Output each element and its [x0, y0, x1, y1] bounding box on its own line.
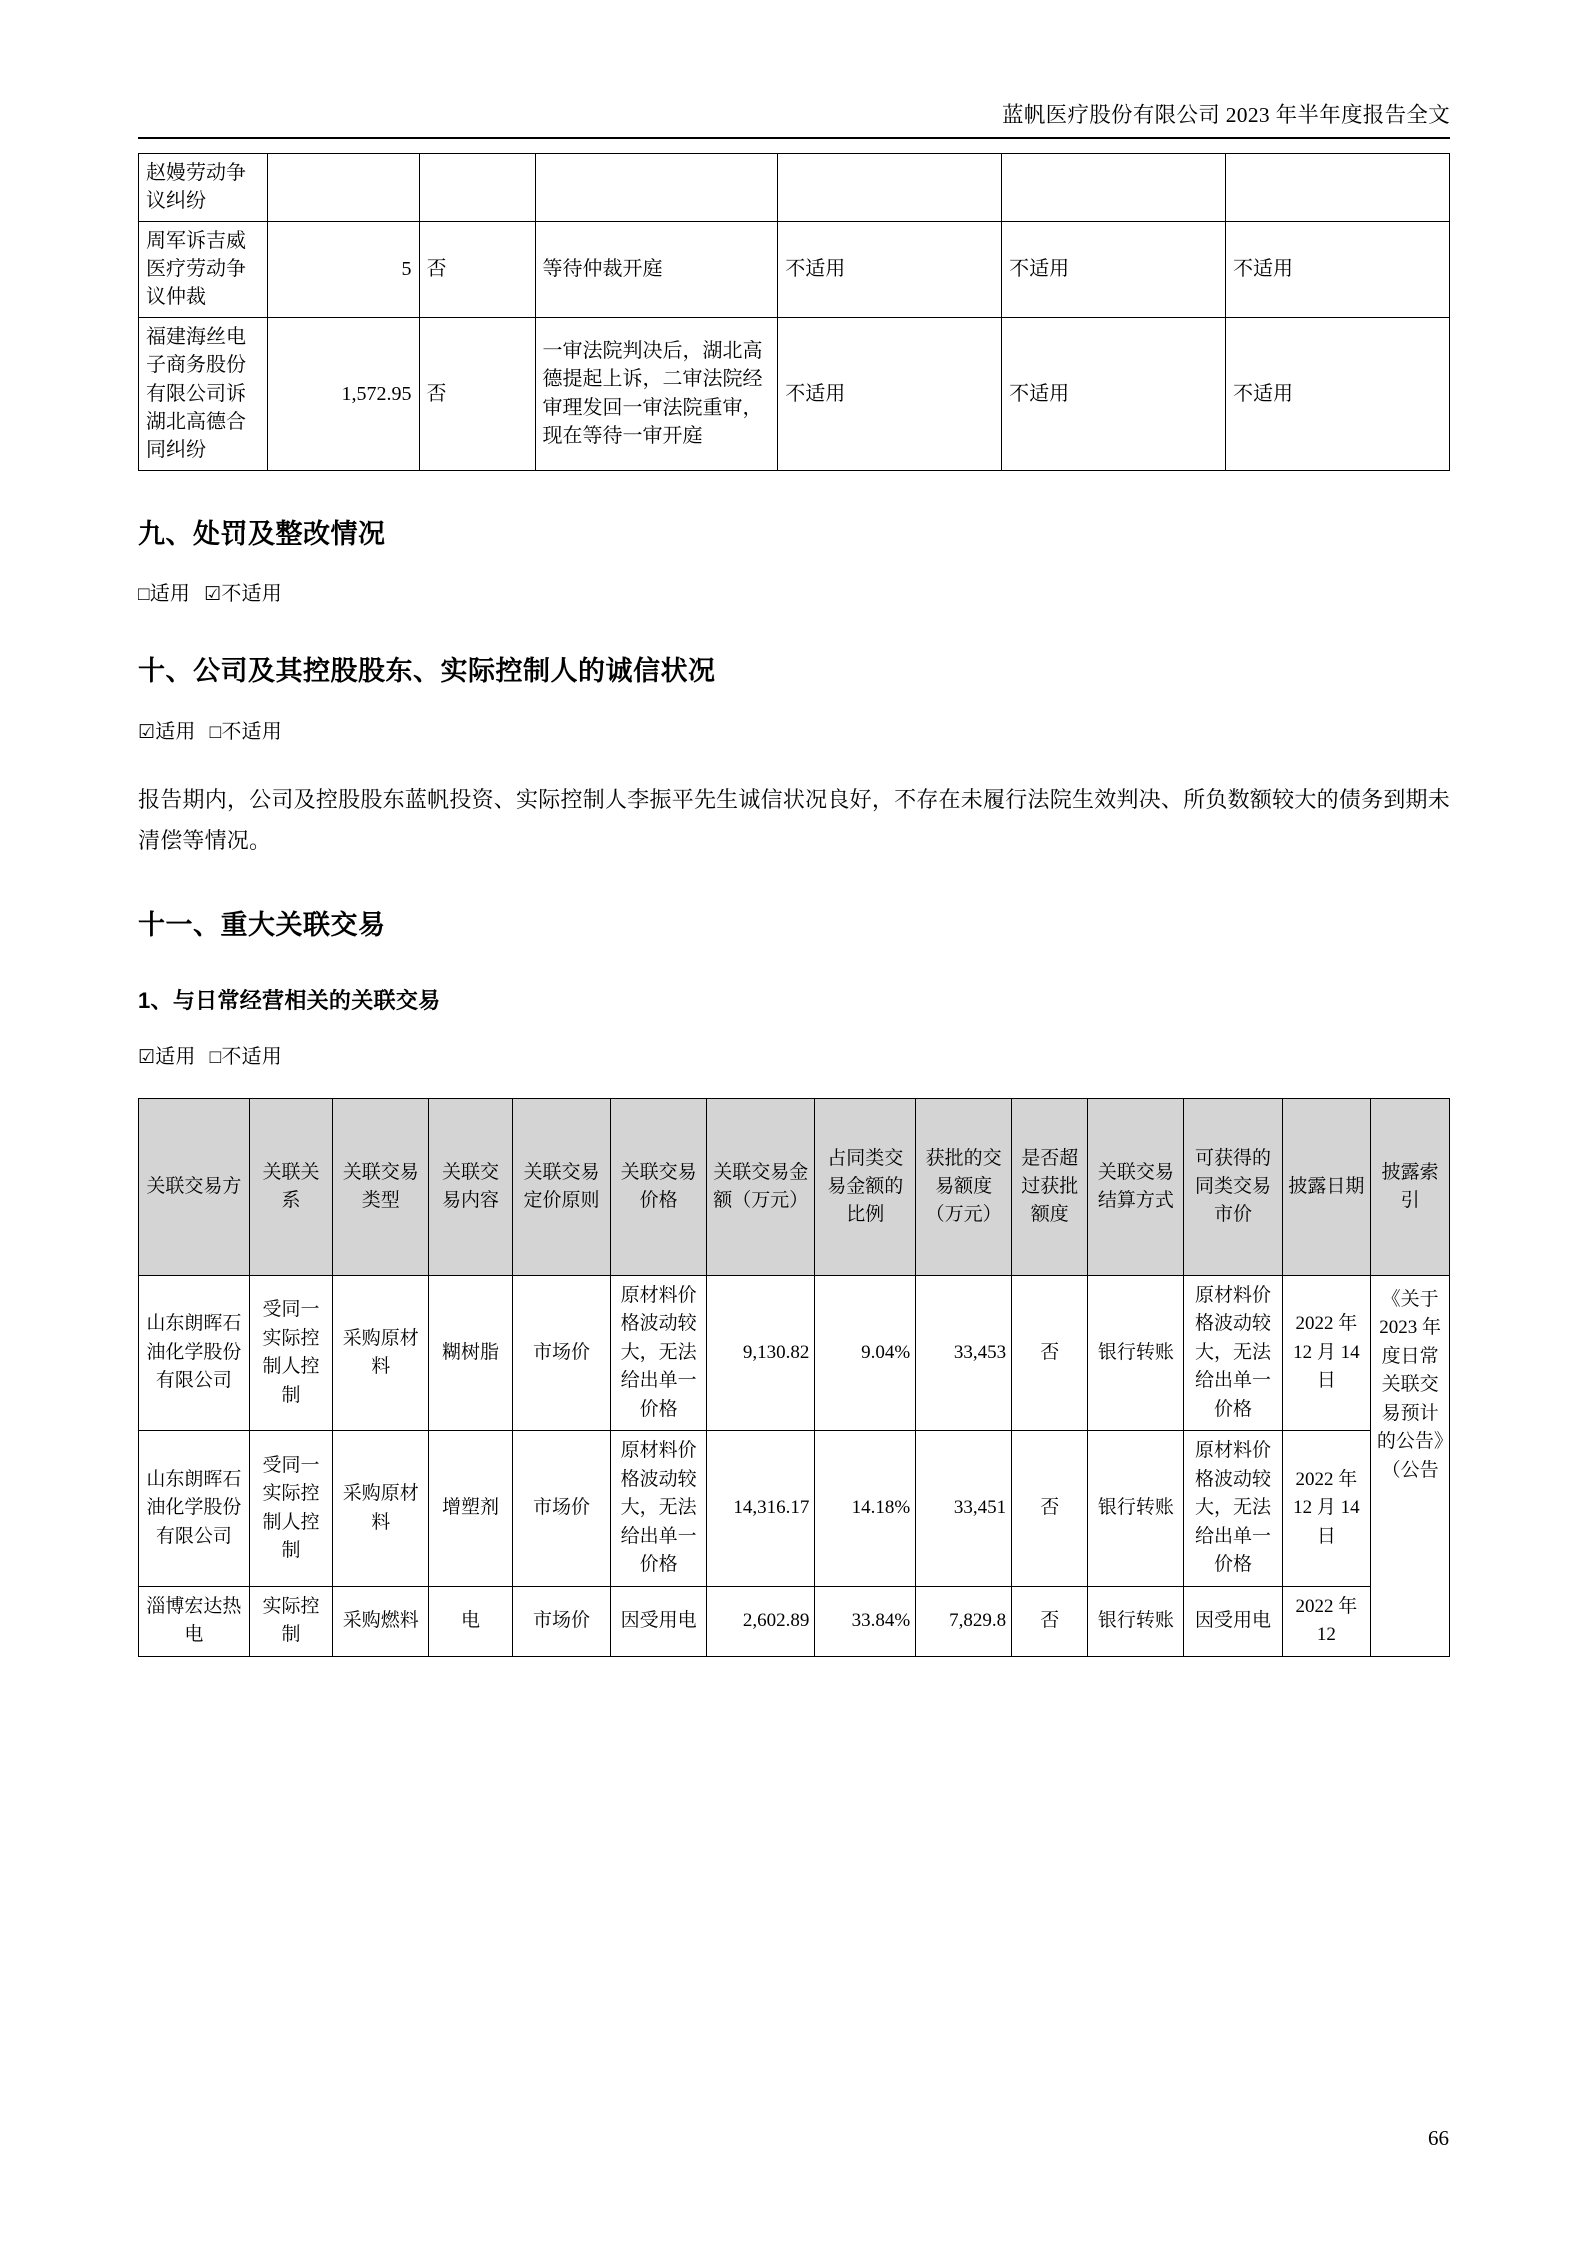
cell-price: 因受用电 [611, 1586, 707, 1656]
column-header-disclosure-date: 披露日期 [1282, 1098, 1371, 1275]
cell-party: 山东朗晖石油化学股份有限公司 [139, 1431, 250, 1587]
subsection-heading-1: 1、与日常经营相关的关联交易 [138, 987, 441, 1013]
cell-approved-limit: 7,829.8 [916, 1586, 1012, 1656]
litigation-progress [535, 153, 778, 221]
applicable-label: 适用 [149, 582, 191, 605]
cell-disclosure-index: 《关于 2023 年度日常关联交易预计的公告》（公告 [1371, 1275, 1450, 1656]
cell-amount: 14,316.17 [707, 1431, 815, 1587]
checkbox-icon: □ [209, 721, 222, 743]
not-applicable-label: 不适用 [221, 582, 282, 605]
cell-content: 糊树脂 [429, 1275, 513, 1431]
litigation-amount: 1,572.95 [268, 317, 419, 470]
cell-exceeds-limit: 否 [1012, 1586, 1088, 1656]
litigation-disclosure: 不适用 [1226, 317, 1450, 470]
cell-content: 电 [429, 1586, 513, 1656]
header-rule [138, 137, 1450, 139]
litigation-disclosure: 不适用 [1226, 221, 1450, 317]
cell-approved-limit: 33,451 [916, 1431, 1012, 1587]
section-heading-ten: 十、公司及其控股股东、实际控制人的诚信状况 [138, 656, 716, 687]
table-row [139, 1275, 1450, 1431]
cell-approved-limit: 33,453 [916, 1275, 1012, 1431]
applicable-label: 适用 [155, 1046, 196, 1069]
cell-type: 采购原材料 [333, 1275, 429, 1431]
cell-amount: 2,602.89 [707, 1586, 815, 1656]
running-header-title: 蓝帆医疗股份有限公司 2023 年半年度报告全文 [1002, 103, 1450, 127]
table-row [139, 1431, 1450, 1587]
cell-pricing: 市场价 [512, 1586, 610, 1656]
cell-type: 采购燃料 [333, 1586, 429, 1656]
cell-exceeds-limit: 否 [1012, 1431, 1088, 1587]
not-applicable-label: 不适用 [221, 1046, 282, 1069]
applicability-subsection-1 [138, 1043, 1450, 1072]
checked-checkbox-icon: ☑ [138, 721, 156, 743]
cell-pricing: 市场价 [512, 1275, 610, 1431]
litigation-progress: 一审法院判决后，湖北高德提起上诉，二审法院经审理发回一审法院重审，现在等待一审开庭 [535, 317, 778, 470]
column-header-disclosure-index: 披露索引 [1371, 1098, 1450, 1275]
applicable-option-nine[interactable] [138, 583, 190, 605]
litigation-result: 不适用 [778, 317, 1002, 470]
litigation-amount [268, 153, 419, 221]
cell-ratio: 9.04% [815, 1275, 916, 1431]
applicable-label: 适用 [155, 720, 196, 743]
litigation-case: 周军诉吉威医疗劳动争议仲裁 [139, 221, 268, 317]
section-ten-paragraph: 报告期内，公司及控股股东蓝帆投资、实际控制人李振平先生诚信状况良好，不存在未履行法院生效判决、所负数额较大的债务到期未清偿等情况。 [138, 787, 1450, 853]
checkbox-icon: □ [138, 583, 150, 605]
checked-checkbox-icon: ☑ [204, 583, 222, 605]
cell-disclosure-date: 2022 年 12 月 14 日 [1282, 1275, 1371, 1431]
cell-exceeds-limit: 否 [1012, 1275, 1088, 1431]
litigation-enforcement [1002, 153, 1226, 221]
page-content [138, 0, 1450, 1657]
column-header-exceeds-limit: 是否超过获批额度 [1012, 1098, 1088, 1275]
litigation-case: 福建海丝电子商务股份有限公司诉湖北高德合同纠纷 [139, 317, 268, 470]
litigation-enforcement: 不适用 [1002, 317, 1226, 470]
section-heading-eleven: 十一、重大关联交易 [138, 909, 386, 940]
section-heading-nine: 九、处罚及整改情况 [138, 518, 386, 549]
column-header-amount: 关联交易金额（万元） [707, 1098, 815, 1275]
column-header-settlement: 关联交易结算方式 [1088, 1098, 1184, 1275]
column-header-ratio: 占同类交易金额的比例 [815, 1098, 916, 1275]
litigation-table [138, 153, 1450, 471]
column-header-approved-limit: 获批的交易额度（万元） [916, 1098, 1012, 1275]
cell-settlement: 银行转账 [1088, 1431, 1184, 1587]
not-applicable-option-sub1[interactable] [210, 1046, 282, 1068]
running-header [138, 0, 1450, 129]
table-row [139, 221, 1450, 317]
cell-disclosure-date: 2022 年 12 [1282, 1586, 1371, 1656]
litigation-provision [419, 153, 535, 221]
cell-content: 增塑剂 [429, 1431, 513, 1587]
litigation-amount: 5 [268, 221, 419, 317]
cell-type: 采购原材料 [333, 1431, 429, 1587]
cell-relation: 实际控制 [249, 1586, 333, 1656]
cell-market-price: 原材料价格波动较大，无法给出单一价格 [1184, 1431, 1282, 1587]
litigation-case: 赵嫚劳动争议纠纷 [139, 153, 268, 221]
litigation-result: 不适用 [778, 221, 1002, 317]
litigation-disclosure [1226, 153, 1450, 221]
cell-price: 原材料价格波动较大，无法给出单一价格 [611, 1275, 707, 1431]
applicability-ten [138, 718, 1450, 747]
cell-ratio: 14.18% [815, 1431, 916, 1587]
cell-relation: 受同一实际控制人控制 [249, 1431, 333, 1587]
column-header-party: 关联交易方 [139, 1098, 250, 1275]
table-header-row [139, 1098, 1450, 1275]
checked-checkbox-icon: ☑ [138, 1047, 156, 1069]
cell-party: 淄博宏达热电 [139, 1586, 250, 1656]
cell-pricing: 市场价 [512, 1431, 610, 1587]
column-header-pricing: 关联交易定价原则 [512, 1098, 610, 1275]
page-number: 66 [1428, 2126, 1449, 2150]
cell-settlement: 银行转账 [1088, 1586, 1184, 1656]
applicable-option-sub1[interactable] [138, 1046, 196, 1068]
cell-ratio: 33.84% [815, 1586, 916, 1656]
table-row [139, 153, 1450, 221]
litigation-result [778, 153, 1002, 221]
related-party-transactions-table [138, 1098, 1450, 1657]
not-applicable-option-nine[interactable] [204, 583, 282, 605]
cell-price: 原材料价格波动较大，无法给出单一价格 [611, 1431, 707, 1587]
cell-market-price: 因受用电 [1184, 1586, 1282, 1656]
column-header-market-price: 可获得的同类交易市价 [1184, 1098, 1282, 1275]
cell-party: 山东朗晖石油化学股份有限公司 [139, 1275, 250, 1431]
table-row [139, 317, 1450, 470]
cell-relation: 受同一实际控制人控制 [249, 1275, 333, 1431]
not-applicable-label: 不适用 [221, 720, 282, 743]
applicable-option-ten[interactable] [138, 721, 196, 743]
column-header-content: 关联交易内容 [429, 1098, 513, 1275]
litigation-progress: 等待仲裁开庭 [535, 221, 778, 317]
litigation-provision: 否 [419, 317, 535, 470]
table-row [139, 1586, 1450, 1656]
column-header-price: 关联交易价格 [611, 1098, 707, 1275]
litigation-enforcement: 不适用 [1002, 221, 1226, 317]
cell-market-price: 原材料价格波动较大，无法给出单一价格 [1184, 1275, 1282, 1431]
cell-amount: 9,130.82 [707, 1275, 815, 1431]
column-header-type: 关联交易类型 [333, 1098, 429, 1275]
column-header-relation: 关联关系 [249, 1098, 333, 1275]
cell-settlement: 银行转账 [1088, 1275, 1184, 1431]
cell-disclosure-date: 2022 年 12 月 14 日 [1282, 1431, 1371, 1587]
litigation-provision: 否 [419, 221, 535, 317]
checkbox-icon: □ [209, 1047, 222, 1069]
applicability-nine [138, 580, 1450, 609]
not-applicable-option-ten[interactable] [210, 721, 282, 743]
